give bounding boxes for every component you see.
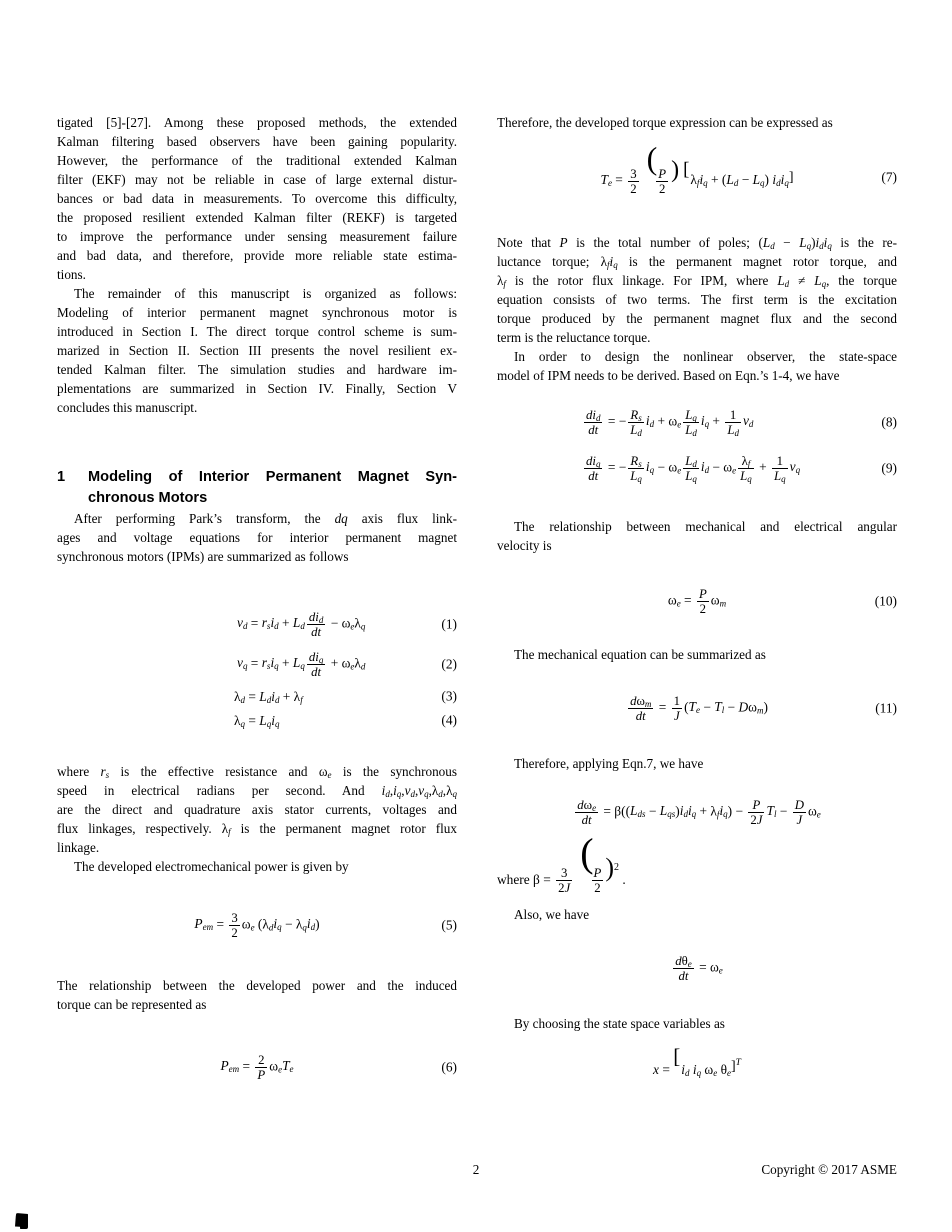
section-heading (57, 467, 457, 509)
where-definition (497, 829, 897, 899)
paragraph: After performing Park’s transform, the dq axis flux link- ages and voltage equations for interior permanent magnet synchronous motors (IPMs) are summarized as follows (57, 511, 457, 564)
equation-number: (7) (881, 169, 897, 185)
equation-number: (3) (441, 688, 457, 704)
equation-number: (4) (441, 712, 457, 728)
equation-body: $\omega_e$ = $\frac{P}{2}$ $\omega_m$ (667, 586, 727, 616)
section-title-line: chronous Motors (88, 490, 208, 506)
equation-number: (9) (881, 460, 897, 476)
equation-body: $v_d = r_si_d + L_d$ $\frac{di_d}{dt}$ − $\omega_e\lambda_q$ (237, 609, 366, 639)
equation-body: $\frac{di_d}{dt}$ = − $\frac{R_s}{L_d}$ $i_d + \omega_e$ $\frac{L_q}{L_d}$ $i_q$ + $\frac{1}{L_d}$ $v_d$ (586, 407, 754, 438)
equation (57, 904, 457, 946)
equation (57, 708, 457, 732)
equation (497, 579, 897, 623)
equation (497, 946, 897, 990)
equation-body: $x = [i_d$ $i_q$ $\omega_e$ $\theta_e]^T$ (653, 1043, 741, 1078)
ink-blot-artifact (15, 1213, 28, 1229)
equation-body: $\frac{d\theta_e}{dt}$ = $\omega_e$ (675, 953, 723, 983)
equation-block-8-9 (497, 399, 897, 491)
column-left (57, 113, 457, 1088)
equation-number: (2) (441, 656, 457, 672)
equation (497, 789, 897, 835)
equation-number: (1) (441, 616, 457, 632)
equation (497, 686, 897, 730)
paragraph: In order to design the nonlinear observer, the state-space model of IPM needs to be derived. Based on Eqn.’s 1-4, we have (497, 349, 897, 383)
where-definition-body: where β = $\frac{3}{2J}$ ( $\frac{P}{2}$ )$^2$ . (497, 829, 626, 895)
equation-body: $v_q = r_si_q + L_q$ $\frac{di_q}{dt}$ + $\omega_e\lambda_d$ (237, 649, 366, 679)
section-title-line: Modeling of Interior Permanent Magnet Syn- (88, 469, 457, 485)
paragraph: The developed electromechanical power is given by (74, 859, 349, 874)
page-number: 2 (472, 1162, 480, 1177)
equation-body: $\frac{di_q}{dt}$ = − $\frac{R_s}{L_q}$ $i_q - \omega_e$ $\frac{L_d}{L_q}$ $i_d - \omega_e$ $\frac{\lambda_f}{L_q}$ + $\frac{1}{L_q}$ $v_q$ (586, 453, 801, 484)
paragraph: By choosing the state space variables as (514, 1016, 725, 1031)
copyright-notice: Copyright © 2017 ASME (761, 1162, 897, 1177)
equation-number: (6) (441, 1059, 457, 1075)
equation-body: $\lambda_q = L_qi_q$ (234, 712, 280, 729)
paragraph: where $r_s$ is the effective resistance and $\omega_e$ is the synchronous speed in electrical radians per second. And $i_d,i_q,v_d,v_q,\lambda_d,\lambda_q$ are the direct and quadrature axis stator currents, voltages and flux linkages, respectively. $\lambda_f$ is the permanent magnet rotor flux linkage. (57, 764, 458, 855)
equation (57, 644, 457, 684)
paragraph: Note that P is the total number of poles; $(L_d - L_q)i_di_q$ is the re- luctance torque; $\lambda_fi_q$ is the permanent magnet rotor torque, and $\lambda_f$ is the rotor flux linkage. For IPM, where $L_d \ne L_q$, the torque equation consists of two terms. The first term is the excitation torque produced by the permanent magnet flux and the second term is the reluctance torque. (497, 235, 897, 345)
paragraph: Therefore, applying Eqn.7, we have (514, 756, 704, 771)
equation-number: (11) (875, 700, 897, 716)
paragraph: The remainder of this manuscript is organized as follows: Modeling of interior permanent magnet synchronous motor is introduced in Section I. The direct torque control scheme is sum- marized in Section II. Section III presents the novel resilient ex- tended Kalman filter. The simulation studies and hardware im- plementations are summarized in Section IV. Finally, Section V concludes this manuscript. (57, 286, 457, 415)
column-right (497, 113, 897, 1087)
paragraph: The mechanical equation can be summarized as (514, 647, 766, 662)
equation-number: (10) (874, 593, 897, 609)
equation-number: (8) (881, 414, 897, 430)
equation (57, 684, 457, 708)
equation (497, 445, 897, 491)
paragraph: The relationship between mechanical and electrical angular velocity is (497, 519, 897, 553)
equation-block-1-4 (57, 604, 457, 732)
equation (57, 1046, 457, 1088)
paragraph: Therefore, the developed torque expression can be expressed as (497, 115, 833, 130)
equation-body: $\frac{d\omega_m}{dt}$ = $\frac{1}{J}$ $(T_e - T_l - D\omega_m)$ (630, 693, 768, 723)
section-number: 1 (57, 469, 66, 485)
paragraph: Also, we have (514, 907, 590, 922)
equation (57, 604, 457, 644)
equation-body: $T_e$ = $\frac{3}{2}$ ( $\frac{P}{2}$ ) [$\lambda_fi_q + (L_d - L_q)$ $i_di_q$] (600, 140, 794, 196)
equation-number: (5) (441, 917, 457, 933)
equation-body: $\frac{d\omega_e}{dt}$ = $\beta((L_{ds} - L_{qs})i_di_q + \lambda_fi_q)$ − $\frac{P}{2J}$ $T_l$ − $\frac{D}{J}$ $\omega_e$ (577, 797, 821, 827)
equation-body: $P_{em}$ = $\frac{3}{2}$ $\omega_e$ $(\lambda_di_q - \lambda_qi_d)$ (194, 910, 320, 940)
equation (497, 399, 897, 445)
equation (497, 140, 897, 206)
paragraph: The relationship between the developed power and the induced torque can be represented as (57, 978, 457, 1012)
equation (497, 1043, 897, 1087)
paragraph: tigated [5]-[27]. Among these proposed methods, the extended Kalman filtering based observers have been gaining popularity. However, the performance of the traditional extended Kalman filter (EKF) may not be reliable in case of large external distur- bances or bad data in measurements. To overcome this difficulty, the proposed resilient extended Kalman filter (REKF) is targeted to improve the performance under sensing measurement failure and bad data, and therefore, provide more reliable state estima- tions. (57, 115, 457, 282)
equation-body: $\lambda_d = L_di_d + \lambda_f$ (234, 688, 303, 705)
equation-body: $P_{em}$ = $\frac{2}{P}$ $\omega_eT_e$ (220, 1052, 294, 1082)
